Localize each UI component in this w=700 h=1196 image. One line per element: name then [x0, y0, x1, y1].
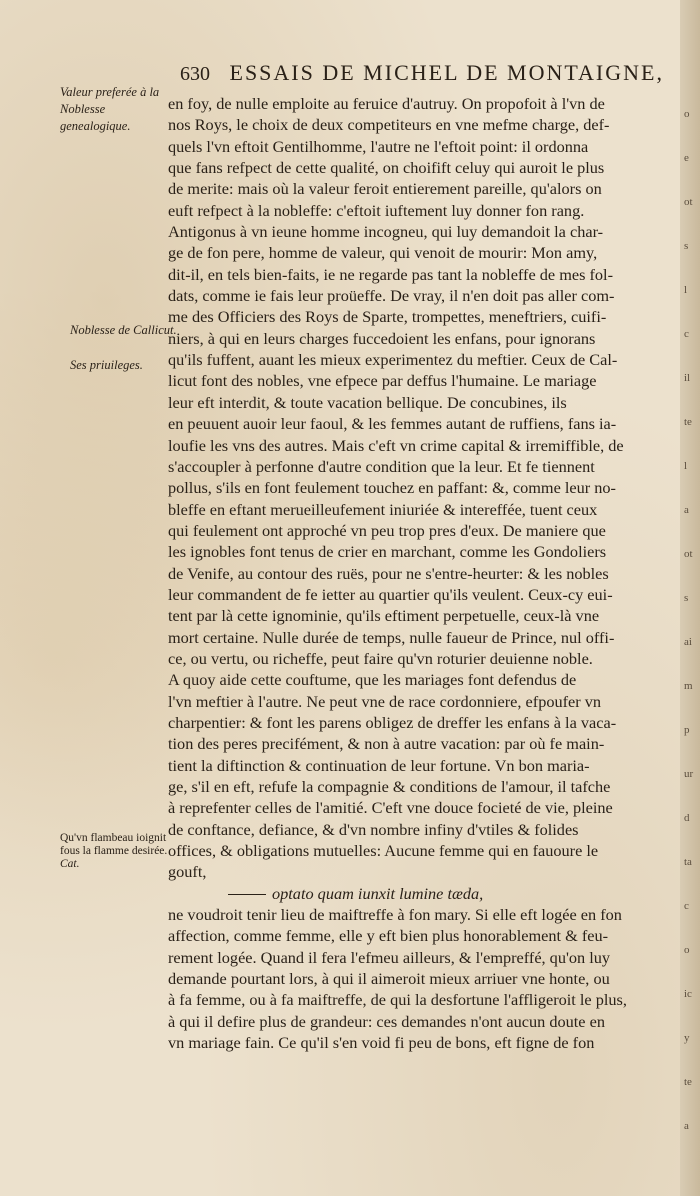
text-line: bleffe en eftant merueilleufement iniuriée & intereffée, tuent ceux — [168, 499, 598, 519]
text-line: vn mariage fain. Ce qu'il s'en void fi peu de bons, eft figne de fon — [168, 1033, 595, 1053]
text-line: s'accoupler à perfonne d'autre condition que la leur. Et fe tiennent — [168, 456, 595, 476]
running-title: ESSAIS DE MICHEL DE MONTAIGNE, — [229, 60, 664, 85]
text-line: pollus, s'ils en font feulement touchez en paffant: &, comme leur no- — [168, 478, 616, 498]
bleed-fragment: y — [684, 1032, 690, 1044]
bleed-fragment: il — [684, 372, 691, 384]
text-line: me des Officiers des Roys de Sparte, trompettes, meneftriers, cuifi- — [168, 307, 607, 327]
margin-note-flambeau-text: Qu'vn flambeau ioignit fous la flamme desirée. — [60, 832, 168, 857]
bleed-fragment: s — [684, 592, 689, 604]
text-line: tion des peres precifément, & non à autre vacation: par où fe main- — [168, 734, 605, 754]
text-line: les ignobles font tenus de crier en marchant, comme les Gondoliers — [168, 542, 607, 562]
text-line: offices, & obligations mutuelles: Aucune femme qui en fauoure le — [168, 841, 599, 861]
text-line: gouft, — [168, 862, 207, 882]
bleed-fragment: ot — [684, 548, 693, 560]
margin-note-priuileges: Ses priuileges. — [70, 358, 143, 372]
bleed-fragment: o — [684, 108, 690, 120]
facing-page-bleed-text — [684, 92, 698, 1132]
bleed-fragment: te — [684, 416, 692, 428]
text-line: demande pourtant lors, à qui il aimeroit mieux arriuer vne honte, ou — [168, 969, 610, 989]
bleed-fragment: c — [684, 328, 689, 340]
text-line: dats, comme ie fais leur proüeffe. De vray, il n'en doit pas aller com- — [168, 286, 615, 306]
text-line: affection, comme femme, elle y eft bien plus honorablement & feu- — [168, 926, 609, 946]
text-line: de merite: mais où la valeur feroit entierement pareille, qu'alors on — [168, 179, 602, 199]
bleed-fragment: c — [684, 900, 689, 912]
text-line: de conftance, defiance, & d'vn nombre infiny d'vtiles & folides — [168, 819, 579, 839]
bleed-fragment: ur — [684, 768, 694, 780]
text-line: rement logée. Quand il fera l'efmeu ailleurs, & l'empreffé, qu'on luy — [168, 947, 611, 967]
bleed-fragment: a — [684, 504, 689, 516]
text-line: en foy, de nulle emploite au feruice d'autruy. On propofoit à l'vn de — [168, 94, 605, 113]
bleed-fragment: te — [684, 1076, 692, 1088]
page-number: 630 — [180, 63, 210, 85]
text-line: dit-il, en tels bien-faits, ie ne regarde pas tant la nobleffe de mes fol- — [168, 264, 614, 284]
quote-dash — [228, 894, 266, 895]
text-line: à fa femme, ou à fa maiftreffe, de qui la desfortune l'affligeroit le plus, — [168, 990, 627, 1010]
text-line: niers, à qui en leurs charges fuccedoient les enfans, pour ignorans — [168, 328, 596, 348]
margin-note-flambeau-attrib: Cat. — [60, 858, 80, 870]
text-line: l'vn meftier à l'autre. Ne peut vne de race cordonniere, efpoufer vn — [168, 691, 602, 711]
text-line: en peuuent auoir leur faoul, & les femmes autant de ruffiens, fans ia- — [168, 414, 617, 434]
text-line: charpentier: & font les parens obligez de dreffer les enfans à la vaca- — [168, 712, 617, 732]
text-line: tient la diftinction & continuation de leur fortune. Vn bon maria- — [168, 755, 590, 775]
text-line: ge, s'il en eft, refufe la compagnie & conditions de l'amour, il tafche — [168, 777, 611, 796]
text-line: de Venife, au contour des ruës, pour ne s'entre-heurter: & les nobles — [168, 563, 609, 583]
text-line: ne voudroit tenir lieu de maiftreffe à fon mary. Si elle eft logée en fon — [168, 905, 622, 925]
bleed-fragment: ot — [684, 196, 693, 208]
margin-note-valeur: Valeur preferée à la Noblesse genealogique. — [60, 85, 160, 133]
text-line: qui feulement ont approché vn peu trop pres d'eux. De maniere que — [168, 520, 606, 540]
bleed-fragment: ta — [684, 856, 692, 868]
bleed-fragment: p — [684, 724, 690, 736]
text-line: ge de fon pere, homme de valeur, qui venoit de mourir: Mon amy, — [168, 243, 598, 263]
bleed-fragment: a — [684, 1120, 689, 1132]
text-line: A quoy aide cette couftume, que les mariages font defendus de — [168, 670, 577, 690]
text-line: quels l'vn eftoit Gentilhomme, l'autre ne l'eftoit point: il ordonna — [168, 136, 589, 156]
bleed-fragment: e — [684, 152, 689, 164]
bleed-fragment: s — [684, 240, 689, 252]
bleed-fragment: l — [684, 284, 688, 296]
text-line: euft refpect à la nobleffe: c'eftoit iuftement luy donner fon rang. — [168, 200, 585, 220]
text-line: leur commandent de fe ietter au quartier qu'ils veulent. Ceux-cy eui- — [168, 584, 613, 604]
bleed-fragment: o — [684, 944, 690, 956]
text-line: à qui il defire plus de grandeur: ces demandes n'ont aucun doute en — [168, 1011, 605, 1031]
text-line: tent par là cette ignominie, qu'ils eftiment perpetuelle, ceux-là vne — [168, 606, 600, 626]
latin-quote-text: optato quam iunxit lumine tæda, — [272, 883, 484, 903]
text-line: à reprefenter celles de l'amitié. C'eft vne douce focieté de vie, pleine — [168, 798, 613, 818]
bleed-fragment: ic — [684, 988, 692, 1000]
text-line: nos Roys, le choix de deux competiteurs en vne mefme charge, def- — [168, 115, 610, 135]
text-line: licut font des nobles, vne efpece par deffus l'humaine. Le mariage — [168, 371, 597, 391]
margin-note-callicut: Noblesse de Callicut. — [70, 323, 177, 337]
body-text — [168, 93, 672, 1053]
bleed-fragment: d — [684, 812, 690, 824]
text-line: mort certaine. Nulle durée de temps, nulle faueur de Prince, nul offi- — [168, 627, 615, 647]
bleed-fragment: m — [684, 680, 693, 692]
text-line: qu'ils fuffent, auant les mieux experimentez du meftier. Ceux de Cal- — [168, 350, 618, 370]
text-line: ce, ou vertu, ou richeffe, peut faire qu'vn roturier deuienne noble. — [168, 648, 593, 668]
text-line: leur eft interdit, & toute vacation bellique. De concubines, ils — [168, 392, 567, 412]
text-line: que fans refpect de cette qualité, on choifift celuy qui auroit le plus — [168, 158, 605, 178]
running-header — [180, 60, 670, 86]
margin-note-flambeau — [60, 832, 178, 871]
bleed-fragment: l — [684, 460, 688, 472]
latin-quote-line — [168, 883, 672, 904]
text-line: Antigonus à vn ieune homme incogneu, qui luy demandoit la char- — [168, 222, 604, 242]
text-line: loufie les vns des autres. Mais c'eft vn crime capital & irremiffible, de — [168, 435, 624, 455]
bleed-fragment: ai — [684, 636, 692, 648]
